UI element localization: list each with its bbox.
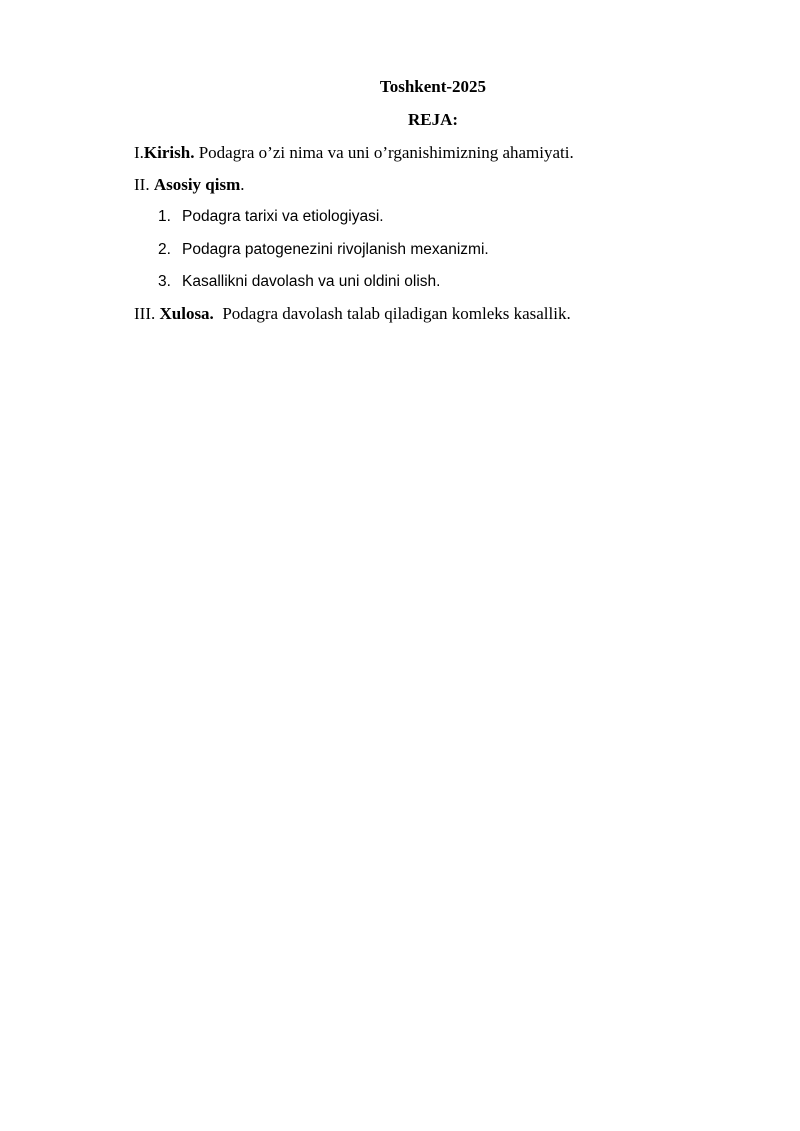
intro-text: Podagra o’zi nima va uni o’rganishimizning ahamiyati. [194,143,574,162]
intro-numeral: I. [134,143,144,162]
list-item [158,239,489,261]
list-item [158,271,440,293]
list-item-text: Podagra tarixi va etiologiyasi. [182,208,384,225]
plan-intro-line [134,142,574,164]
conclusion-numeral: III. [134,304,160,323]
main-heading: Asosiy qism [153,175,241,194]
plan-conclusion-line [134,303,571,325]
conclusion-text: Podagra davolash talab qiladigan komleks kasallik. [213,304,571,323]
list-item-text: Kasallikni davolash va uni oldini olish. [182,273,441,290]
conclusion-heading: Xulosa. [159,304,214,323]
plan-title: REJA: [407,110,459,129]
main-suffix: . [240,175,245,194]
main-numeral: II. [134,175,154,194]
list-item-text: Podagra patogenezini rivojlanish mexanizmi. [182,241,489,258]
list-item [158,206,384,228]
list-item-number: 2. [158,241,171,258]
plan-main-line [134,174,245,196]
list-item-number: 1. [158,208,171,225]
list-item-number: 3. [158,273,171,290]
intro-heading: Kirish. [143,143,195,162]
city-year-heading: Toshkent-2025 [379,77,487,96]
